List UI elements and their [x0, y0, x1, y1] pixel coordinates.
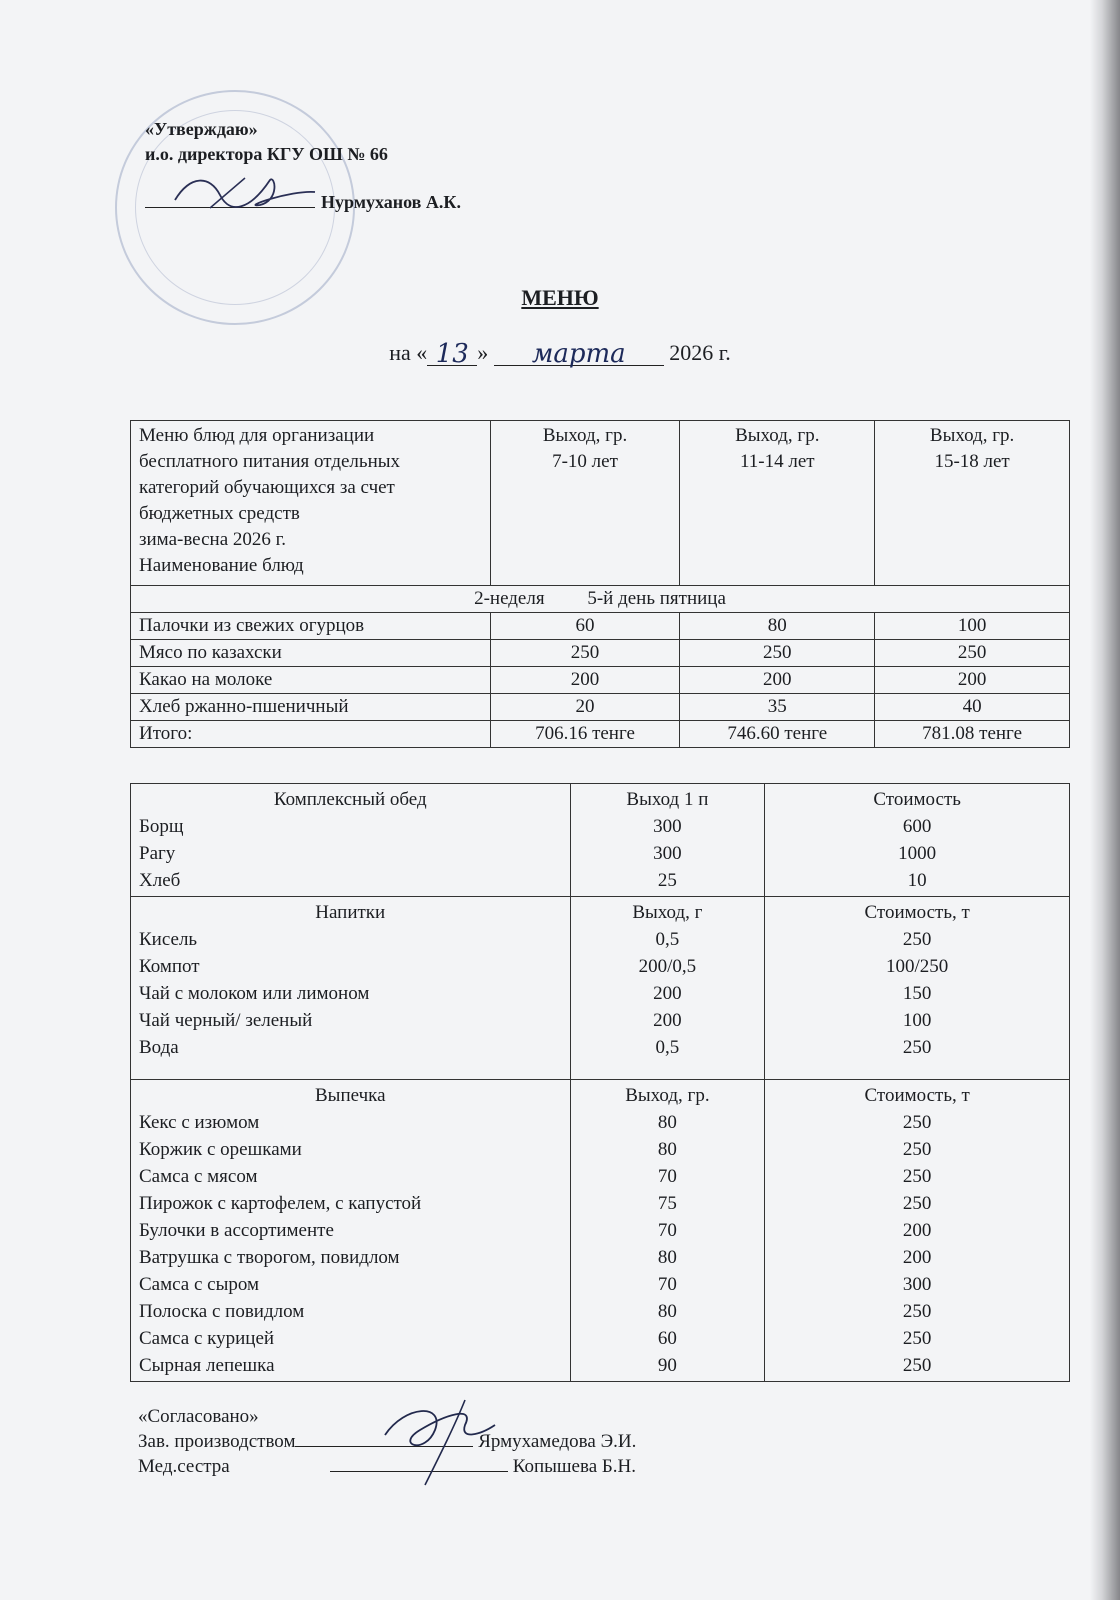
- item-name: Рагу: [139, 843, 176, 864]
- section-title: Выпечка: [315, 1085, 386, 1106]
- director-signature: [150, 170, 320, 215]
- item-output: 300: [653, 816, 682, 837]
- item-name: Чай черный/ зеленый: [139, 1010, 313, 1031]
- role-production-head: Зав. производством: [138, 1431, 296, 1452]
- item-price: 100/250: [886, 956, 949, 977]
- date-prefix: на «: [389, 340, 428, 365]
- header-col-11-14: Выход, гр. 11-14 лет: [680, 421, 875, 586]
- item-name: Самса с сыром: [139, 1274, 260, 1295]
- item-name: Булочки в ассортименте: [139, 1220, 334, 1241]
- table-row: [131, 667, 1070, 694]
- item-name: Чай с молоком или лимоном: [139, 983, 370, 1004]
- section-pastry: [131, 1080, 1070, 1382]
- item-output: 200: [653, 1010, 682, 1031]
- item-price: 300: [902, 1274, 932, 1295]
- dish-out-7-10: 200: [490, 667, 680, 694]
- item-price: 250: [902, 1355, 932, 1376]
- item-name: Самса с курицей: [139, 1328, 275, 1349]
- col-output-header: Выход 1 п: [626, 789, 709, 810]
- col-price-header: Стоимость, т: [864, 1085, 970, 1106]
- week-day: 2-неделя 5-й день пятница: [131, 586, 1070, 613]
- header-description: [131, 421, 491, 586]
- col-price-header: Стоимость, т: [864, 902, 970, 923]
- item-price: 250: [902, 1037, 932, 1058]
- header-desc-line: Наименование блюд: [139, 555, 304, 576]
- item-price: 250: [902, 1301, 932, 1322]
- menu-date: [0, 339, 1120, 369]
- col-price-header: Стоимость: [873, 789, 961, 810]
- date-day: 13: [427, 343, 477, 366]
- header-desc-line: бесплатного питания отдельных: [139, 451, 400, 472]
- item-output: 70: [657, 1220, 677, 1241]
- agreed-title: «Согласовано»: [138, 1406, 259, 1427]
- total-label: Итого:: [131, 721, 491, 748]
- total-7-10: 706.16 тенге: [490, 721, 680, 748]
- item-price: 250: [902, 1328, 932, 1349]
- item-output: 60: [657, 1328, 677, 1349]
- approval-line1: «Утверждаю»: [145, 119, 258, 139]
- item-name: Кекс с изюмом: [139, 1112, 260, 1133]
- date-mid: »: [477, 340, 489, 365]
- page-edge-shadow: [1090, 0, 1120, 1600]
- menu-table-header: [131, 421, 1070, 586]
- dish-out-11-14: 35: [680, 694, 875, 721]
- role-nurse: Мед.сестра: [138, 1456, 230, 1477]
- item-output: 70: [657, 1274, 677, 1295]
- total-15-18: 781.08 тенге: [875, 721, 1070, 748]
- item-name: Полоска с повидлом: [139, 1301, 305, 1322]
- header-col-15-18: Выход, гр. 15-18 лет: [875, 421, 1070, 586]
- dish-name: Мясо по казахски: [131, 640, 491, 667]
- item-price: 250: [902, 1166, 932, 1187]
- director-name: Нурмуханов А.К.: [321, 192, 461, 212]
- week-day-row: [131, 586, 1070, 613]
- item-price: 250: [902, 1139, 932, 1160]
- col-output-header: Выход, гр.: [625, 1085, 710, 1106]
- item-name: Сырная лепешка: [139, 1355, 275, 1376]
- dish-out-11-14: 200: [680, 667, 875, 694]
- menu-table: [130, 420, 1070, 748]
- item-name: Кисель: [139, 929, 198, 950]
- item-output: 80: [657, 1112, 677, 1133]
- header-desc-line: бюджетных средств: [139, 503, 300, 524]
- item-price: 250: [902, 1112, 932, 1133]
- item-output: 0,5: [655, 929, 680, 950]
- item-price: 600: [902, 816, 932, 837]
- paid-menu-table: [130, 783, 1070, 1382]
- item-price: 250: [902, 929, 932, 950]
- item-name: Коржик с орешками: [139, 1139, 302, 1160]
- item-name: Пирожок с картофелем, с капустой: [139, 1193, 422, 1214]
- item-name: Борщ: [139, 816, 184, 837]
- date-year: 2026 г.: [669, 340, 731, 365]
- col-output-header: Выход, г: [632, 902, 703, 923]
- item-price: 200: [902, 1220, 932, 1241]
- total-11-14: 746.60 тенге: [680, 721, 875, 748]
- dish-out-15-18: 250: [875, 640, 1070, 667]
- item-output: 200: [653, 983, 682, 1004]
- dish-name: Палочки из свежих огурцов: [131, 613, 491, 640]
- approval-line2: и.о. директора КГУ ОШ № 66: [145, 144, 388, 164]
- dish-out-7-10: 60: [490, 613, 680, 640]
- item-price: 1000: [898, 843, 937, 864]
- total-row: [131, 721, 1070, 748]
- dish-out-11-14: 250: [680, 640, 875, 667]
- item-output: 80: [657, 1139, 677, 1160]
- item-output: 75: [657, 1193, 677, 1214]
- item-output: 25: [657, 870, 677, 891]
- dish-out-7-10: 20: [490, 694, 680, 721]
- item-price: 200: [902, 1247, 932, 1268]
- table-row: [131, 640, 1070, 667]
- header-desc-line: зима-весна 2026 г.: [139, 529, 287, 550]
- table-row: [131, 613, 1070, 640]
- header-desc-line: категорий обучающихся за счет: [139, 477, 395, 498]
- section-title: Комплексный обед: [273, 789, 427, 810]
- item-output: 300: [653, 843, 682, 864]
- item-output: 0,5: [655, 1037, 680, 1058]
- item-output: 200/0,5: [638, 956, 697, 977]
- header-col-7-10: Выход, гр. 7-10 лет: [490, 421, 680, 586]
- dish-out-15-18: 100: [875, 613, 1070, 640]
- item-name: Вода: [139, 1037, 179, 1058]
- table-row: [131, 694, 1070, 721]
- name-nurse: Копышева Б.Н.: [512, 1456, 637, 1477]
- item-price: 150: [902, 983, 932, 1004]
- date-month: марта: [494, 343, 664, 366]
- name-production-head: Ярмухамедова Э.И.: [478, 1431, 637, 1452]
- dish-out-7-10: 250: [490, 640, 680, 667]
- page-title: МЕНЮ: [521, 285, 599, 310]
- item-output: 90: [657, 1355, 677, 1376]
- item-name: Ватрушка с творогом, повидлом: [139, 1247, 400, 1268]
- header-desc-line: Меню блюд для организации: [139, 425, 375, 446]
- item-output: 80: [657, 1301, 677, 1322]
- section-lunch: [131, 784, 1070, 897]
- item-price: 100: [902, 1010, 932, 1031]
- item-name: Компот: [139, 956, 200, 977]
- item-name: Самса с мясом: [139, 1166, 258, 1187]
- item-price: 250: [902, 1193, 932, 1214]
- section-drinks: [131, 897, 1070, 1080]
- dish-name: Хлеб ржанно-пшеничный: [131, 694, 491, 721]
- item-output: 80: [657, 1247, 677, 1268]
- section-title: Напитки: [315, 902, 386, 923]
- dish-name: Какао на молоке: [131, 667, 491, 694]
- item-price: 10: [907, 870, 927, 891]
- production-head-signature: [365, 1395, 505, 1490]
- dish-out-15-18: 40: [875, 694, 1070, 721]
- dish-out-11-14: 80: [680, 613, 875, 640]
- item-output: 70: [657, 1166, 677, 1187]
- dish-out-15-18: 200: [875, 667, 1070, 694]
- item-name: Хлеб: [139, 870, 181, 891]
